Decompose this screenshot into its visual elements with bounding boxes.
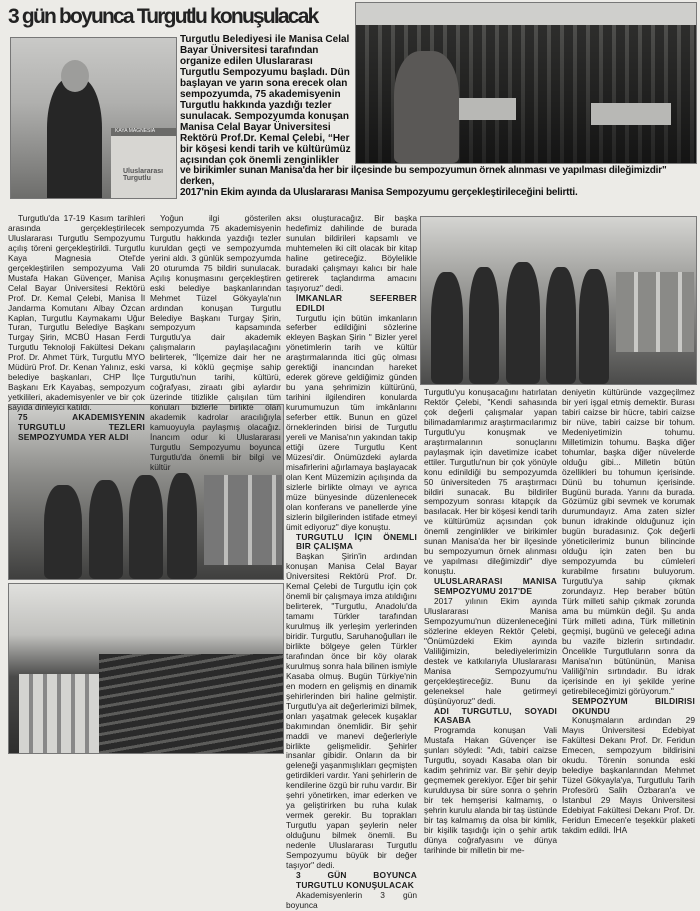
paragraph: aksı oluşturacağız. Bir başka hedefimiz dahilinde de burada sunulan bildirileri kapsamlı ve muhtemelen iki cilt olacak bir kitap haline getireceğiz. Böylelikle buradaki çalışmayı kalıcı bir hale getirerek taçlandırma amacını taşıyoruz" dedi. bbox=[286, 213, 417, 293]
person-figure bbox=[129, 475, 163, 579]
subheading: TURGUTLU İÇIN ÖNEMLI BIR ÇALIŞMA bbox=[296, 531, 417, 552]
subheading: ULUSLARARASI MANISA SEMPOZYUMU 2017'DE bbox=[434, 576, 557, 597]
paragraph: Turgutlu'da 17-19 Kasım tarihleri arasında gerçekleştirilecek Uluslararası Turgutlu Sempozyumu açılış töreni gerçekleştirildi. Turgutlu Kaya Magnesia Otel'de gerçekleştirilen sempozyuma Vali Mustafa Hakan Güvençer, Manisa Celal Bayar Üniversitesi Rektörü Prof. Dr. Kemal Çelebi, Manisa İl Jandarma Komutanı Albay Özcan Kaplan, Turgutlu Kaymakamı Uğur Turan, Turgutlu Belediye Başkanı Turgay Şirin, MCBÜ Hasan Ferdi Turgutlu Teknoloji Fakültesi Dekanı Prof. Dr. Ahmet Türk, Turgutlu MYO Müdürü Prof. Dr. Kenan Yalınız, eski belediye başkanları, CHP İlçe Başkanı Erk Kayabaş, sempozyum yetkilileri, akademisyenler ve bir çok sayıda dinleyici katıldı. bbox=[8, 213, 145, 413]
lead-line-2: 2017'nin Ekim ayında da Uluslararası Manisa Sempozyumu gerçekleştirileceğini belirtti. bbox=[180, 186, 578, 198]
exhibition-panels bbox=[204, 475, 282, 565]
lead-line-1: ve birikimler sunan Manisa'da her bir ilçesinde bu sempozyumun örnek alınması ve yapılması dileğimizdir" derken, bbox=[180, 165, 667, 187]
subheading: ADI TURGUTLU, SOYADI KASABA bbox=[434, 705, 557, 726]
lead-box bbox=[180, 34, 695, 198]
person-figure bbox=[469, 267, 499, 384]
article-column-1 bbox=[8, 214, 145, 443]
headline: 3 gün boyunca Turgutlu konuşulacak bbox=[8, 5, 318, 28]
person-figure bbox=[546, 267, 576, 384]
paragraph: 2017 yılının Ekim ayında Uluslararası Manisa Sempozyumu'nun düzenleneceğini sözlerine ekleyen Rektör Çelebi, "Önümüzdeki Ekim ayında Valiliğimizin, belediyelerimizin destek ve katkılarıyla Uluslararası Manisa Sempozyumu'nu gerçekleştireceğiz. Bunu da geleneksel hale getirmeyi düşünüyoruz" dedi. bbox=[424, 596, 557, 706]
person-figure bbox=[506, 262, 540, 384]
article-column-3 bbox=[286, 214, 417, 911]
photo-speaker-at-podium bbox=[10, 37, 177, 199]
person-figure bbox=[167, 473, 197, 579]
paragraph: Başkan Şirin'in ardından konuşan Manisa Celal Bayar Üniversitesi Rektörü Prof. Dr. Kemal Çelebi de Turgutlu için çok önemli bir çalışmaya imza atıldığını belirterek, "Turgutlu, Anadolu'da tamamı Türkler tarafından kurulmuş ilk yerleşim yerlerinden biridir. Turgutlu, Saruhanoğulları ile birlikte bölgeye gelen Türkler tarafından önce bir köy olarak kurulmuş sonra hala bilinen ismiyle Kasaba olmuş. Bugün Türkiye'nin en modern en gelişmiş en dinamik şehirlerinden biri haline gelmiştir. Turgutlu'ya ait değerlerimizi bilmek, onları yaşatmak gelecek kuşaklar bakımından önemlidir. Bir şehir maddi ve manevi değerleriyle birlikte gelişmelidir. Şehirler insanlar gibidir. Onların da bir geleneği yaşanmışlıkları geçmişten getirdikleri vardır. Yani şehirlerin de kendilerine özgü bir ruhu vardır. Bir şehri yönetirken, imar ederken ve ya geliştirirken bu ruha kulak vermek gerekir. Bu toprakları Turgutlu yapan şeylerin neler olduğunu bilmek önemli. Bu nedenle Uluslararası Turgutlu Sempozyumu büyük bir değer taşıyor" dedi. bbox=[286, 551, 417, 870]
speaker-figure bbox=[47, 78, 102, 199]
podium bbox=[111, 128, 177, 199]
photo-officials-exhibition bbox=[420, 216, 697, 385]
paragraph: Konuşmaların ardından 29 Mayıs Üniversitesi Edebiyat Fakültesi Dekanı Prof. Dr. Feridun Emecen, sempozyum bildirisini okudu. Törenin sonunda eski belediye başkanlarından Mehmet Tüzel Gökyayla'ya, Turgutlulu Tarih Profesörü Salih Özbaran'a ve İstanbul 29 Mayıs Üniversitesi Edebiyat Fakültesi Dekanı Prof. Dr. Feridun Emecen'e teşekkür plaketi takdim edildi. İHA bbox=[562, 715, 695, 835]
paragraph: Programda konuşan Vali Mustafa Hakan Güvençer ise şunları söyledi: "Adı, tabiri caizse Turgutlu, soyadı Kasaba olan bir kadim şehrimiz var. Bir şehir deyip geçmemek gerekiyor. Eğer bir şehir kurulduysa bir süre sonra o şehrin bir tek hemşerisi kalmamış, o şehrin kurulu alanda bir taş üstünde bir taş kalmamış da olsa bir kimlik, bir kişilik taşıdığı için o şehir artık dünya coğrafyasını ve dünya tarihinde bir milletin bir me- bbox=[424, 725, 557, 855]
exhibition-panels bbox=[616, 272, 694, 352]
person-figure bbox=[431, 272, 463, 384]
person-figure bbox=[89, 480, 123, 579]
paragraph: Turgutlu için bütün imkanların seferber edildiğini sözlerine ekleyen Başkan Şirin " Bizler yerel yönetimlerin tarih ve kültür araştırmalarında itici güç olması gerektiği inancından hareket ederek göreve geldiğimiz günden bu yana şehrimizin kültürünü, tarihini ilgilendiren konularda kurumumuzun tüm imkânlarını seferber ettik. Bunun en güzel örneklerinden birisi de Turgutlu yereli ve Manisa'nın yakından takip ettiği üzere Turgutlu Kent Müzesi'dir. Önümüzdeki aylarda misafirlerini ağırlamaya başlayacak olan Kent Müzemizin açılışında da sizlerle birlikte olmayı ve ayrıca müze bünyesinde düzenlenecek olan konferans ve panellerde yine sizlerin bilgilerinden istifade etmeyi ümit ediyoruz" diye konuştu. bbox=[286, 312, 417, 532]
seat-rows bbox=[99, 654, 283, 753]
person-figure bbox=[44, 485, 82, 579]
person-figure bbox=[579, 269, 609, 384]
article-column-2 bbox=[150, 214, 281, 473]
paragraph: Turgutlu'yu konuşacağını hatırlatan Rektör Çelebi, "Kendi sahasında çok değerli çalışmalar yapan bilimadamlarımız araştırmacılarımız Turgutlu'yu konuşmak ve araştırmalarının sonuçlarını paylaşmak için davetimize icabet ettiler. Turgutlu'nun bir çok yönüyle konu edinildiği bu sempozyumda 50 üniversiteden 75 araştırmacı bildiri sunacak. Bu bildiriler sempozyum sonrası kitapçık da basılacak. Her bir köşesi kendi tarih ve kültürümüz açısından çok önemli zenginlikler ve birikimler sunan Manisa'da her bir ilçesinde bu sempozyumun örnek alınması ve yapılması dileğimizdir" diye konuştu. bbox=[424, 387, 557, 577]
paragraph: deniyetin kültüründe vazgeçilmez bir yeri işgal etmiş demektir. Burası tabiri caizse bir hücre, tabiri caizse bir nüve, tabiri caizse bir tohum. Medeniyetimizin tohumu. Milletimizin tohumu. Başka diğer tohumlar, başka diğer nüvelerde olduğu gibi... Milletin bütün özellikleri bu tohumun içerisinde. Dünü bu tohumun içerisinde. Bugünü burada. Yarını da burada. Gözümüz gibi sevmek ve korumak durumundayız. Ama zaten sizler bunun idrakinde olduğunuz için bugün buradasınız. Çok değerli yöneticilerimiz bunun bilincinde olduğu için zaten ben bu sempozyumda bu cümleleri kurabilme fırsatını buluyorum. Turgutlu'ya sahip çıkmak zorundayız. Hep beraber bütün Türk milleti sahip çıkmak zorunda ama bu mümkün değil. Şu anda Türk milleti adına, Türk milletinin geçmişi, bugünü ve geleceği adına bu vazife bizlerin sırtındadır. Öncelikle Turgutluların sonra da Manisa'nın bütününün, Manisa Valiliği'nin sırtındadır. Bu idrak içerisinde en iyi şekilde yerine getirebileceğimizi görüyorum." bbox=[562, 387, 695, 696]
article-column-5 bbox=[562, 388, 695, 836]
paragraph: Akademisyenlerin 3 gün boyunca bbox=[286, 889, 417, 910]
podium-banner: Uluslararası Turgutlu bbox=[123, 168, 164, 182]
subheading: 75 AKADEMISYENIN TURGUTLU TEZLERI SEMPOZYUMDA YER ALDI bbox=[18, 412, 145, 442]
podium-sign: KAYA MAGNESIA bbox=[115, 128, 156, 134]
photo-conference-audience bbox=[8, 583, 284, 754]
chairs bbox=[19, 674, 99, 753]
hall-wall bbox=[356, 3, 696, 25]
subheading: 3 GÜN BOYUNCA TURGUTLU KONUŞULACAK bbox=[296, 869, 417, 890]
article-column-4 bbox=[424, 388, 557, 856]
paragraph: Yoğun ilgi gösterilen sempozyumda 75 akademisyenin Turgutlu hakkında yazdığı tezler kuruldan geçti ve sempozyumda yerini aldı. 3 günlük sempozyumda 20 oturumda 75 bildiri sunulacak. Açılış konuşmasını gerçekleştiren eski belediye başkanlarından Mehmet Tüzel Gökyayla'nın ardından konuşan Turgutlu Belediye Başkanı Turgay Şirin, sempozyum kapsamında Turgutlu'ya dair akademik çalışmaların paylaşılacağını belirterek, "İlçemize dair her ne varsa, ki köklü geçmişe sahip Turgutlu'nun tarihi, kültürü, coğrafyası, ziraatı gibi aylardır üzerinde titizlikle çalışılan tüm konuları bizlerle birlikte olan akademik kadrolar aracılığıyla kamuoyuyla paylaşmış olacağız. İnancım odur ki Uluslararası Turgutlu Sempozyumu boyunca Turgutlu'da önemli bir bilgi ve kültür bbox=[150, 213, 281, 472]
speaker-head bbox=[61, 60, 89, 92]
lead-paragraph: Turgutlu Belediyesi ile Manisa Celal Bayar Üniversitesi tarafından organize edilen Uluslararası Turgutlu Sempozyumu başladı. Dün başlayan ve yarın sona erecek olan sempozyumda, 75 akademisyenin Turgutlu hakkında yazdığı tezler sunulacak. Sempozyumda konuşan Manisa Celal Bayar Üniversitesi Rektörü Prof.Dr. Kemal Çelebi, “Her bir köşesi kendi tarih ve kültürümüz açısından çok önemli zenginlikler bbox=[180, 34, 351, 166]
subheading: İMKANLAR SEFERBER EDILDI bbox=[296, 292, 417, 313]
subheading: SEMPOZYUM BILDIRISI OKUNDU bbox=[572, 695, 695, 716]
